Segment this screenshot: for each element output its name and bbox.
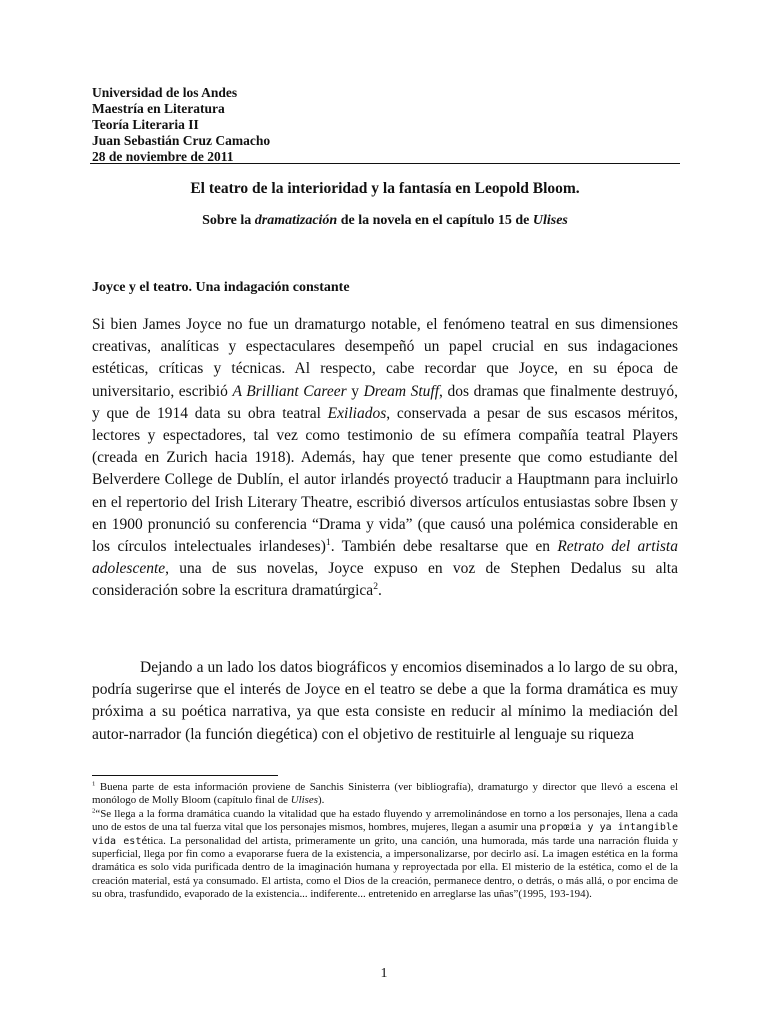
body-paragraph-2: Dejando a un lado los datos biográficos y encomios diseminados a lo largo de su obra, podría sugerirse que el interés de Joyce en el teatro se debe a que la forma dramática es muy próxima a su poética narrativa, ya que esta consiste en reducir al mínimo la mediación del autor-narrador (la función diegética) con el objetivo de restituirle al lenguaje su riqueza [92, 659, 678, 743]
footnote-2: $^2$“Se llega a la forma dramática cuando la vitalidad que ha estado fluyendo y arremolinándose en torno a los personajes, llena a cada uno de estos de una tal fuerza vital que los personajes mismos, hombres, mujeres, llegan a asumir una propœia y ya intangible vida estética. La personalidad del artista, primeramente un grito, una canción, una humorada, más tarde una narración fluida y superficial, llega por fin como a evaporarse fuera de la existencia, a impersonalizarse, por decirlo así. La imagen estética en la forma dramática es solo vida purificada dentro de la imaginación humana y reproyectada por ella. El misterio de la estética, como el de la creación material, está ya consumado. El artista, como el Dios de la creación, permanece dentro, o detrás, o más allá, o por encima de su obra, trasfundido, evaporado de la existencia... indiferente... entretenido en arreglarse las uñas”(1995, 193-194). [92, 807, 678, 901]
header-program: Maestría en Literatura [92, 101, 225, 116]
author-header [92, 85, 270, 165]
footnote-1: $^1$ Buena parte de esta información proviene de Sanchis Sinisterra (ver bibliografía), dramaturgo y director que llevó a escena el monólogo de Molly Bloom (capítulo final de Ulises). [92, 780, 678, 807]
document-subtitle: Sobre la dramatización de la novela en el capítulo 15 de Ulises [202, 213, 568, 228]
footnote-ref-1: 1 [325, 536, 331, 548]
document-title: El teatro de la interioridad y la fantasía en Leopold Bloom. [190, 180, 580, 197]
footnote-divider [92, 775, 278, 776]
page-number: 1 [380, 966, 388, 981]
header-date: 28 de noviembre de 2011 [92, 149, 234, 164]
header-author: Juan Sebastián Cruz Camacho [92, 133, 271, 148]
header-course: Teoría Literaria II [92, 117, 199, 132]
header-university: Universidad de los Andes [92, 85, 238, 100]
footnote-ref-2: 2 [373, 581, 378, 593]
section-heading: Joyce y el teatro. Una indagación constante [92, 280, 350, 295]
body-paragraph-1: Si bien James Joyce no fue un dramaturgo notable, el fenómeno teatral en sus dimensiones creativas, analíticas y espectaculares desempeñó un papel crucial en sus indagaciones estéticas, críticas y técnicas. Al respecto, cabe recordar que Joyce, en su época de universitario, escribió A Brilliant Career y Dream Stuff, dos dramas que finalmente destruyó, y que de 1914 data su obra teatral Exiliados, conservada a pesar de sus escasos méritos, lectores y espectadores, tal vez como testimonio de su efímera compañía teatral Players (creada en Zurich hacia 1918). Además, hay que tener presente que como estudiante del Belverdere College de Dublín, el autor irlandés proyectó traducir a Hauptmann para incluirlo en el repertorio del Irish Literary Theatre, escribió diversos artículos entusiastas sobre Ibsen y en 1900 pronunció su conferencia “Drama y vida” (que causó una polémica considerable en los círculos intelectuales irlandeses)$^1$. También debe resaltarse que en Retrato del artista adolescente, una de sus novelas, Joyce expuso en voz de Stephen Dedalus su alta consideración sobre la escritura dramatúrgica$^2$. [92, 316, 679, 600]
header-divider [90, 163, 680, 164]
footnotes [92, 781, 678, 902]
